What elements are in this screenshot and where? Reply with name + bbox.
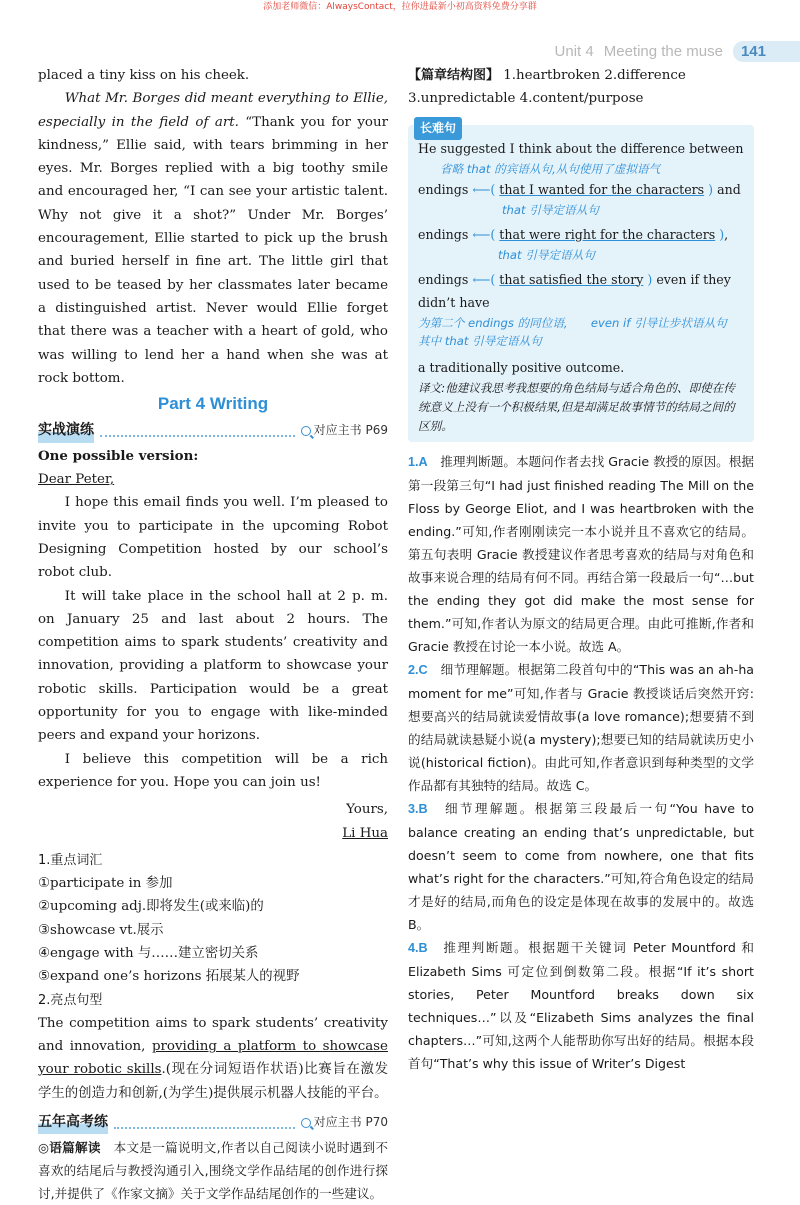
answer-type: 推理判断题。 [440, 453, 516, 469]
left-column [38, 64, 388, 1205]
vocab-item: ③showcase vt.展示 [38, 922, 164, 938]
dotted-divider [100, 425, 295, 437]
answer-text: 本题问作者去找 Gracie 教授的原因。根据第一段第三句“I had just finished reading The Mill on the Floss by George Eliot, and I was heartbroken with the ending.”可知,作者刚刚读完一本小说并且不喜欢它的结局。第五句表明 Gracie 教授建议作者思考喜欢的结局与对角色和故事来说合理的结局有何不同。再结合第一段最后一句“…but the ending they got did make the most sense for them.”可知,作者认为原文的结局更合理。由此可推断,作者和 Gracie 教授在讨论一本小说。故选 A。 [408, 453, 754, 654]
structure-items: 3.unpredictable 4.content/purpose [408, 91, 644, 107]
bracket-icon: ) [647, 271, 653, 287]
answer-text: 根据题干关键词 Peter Mountford 和 Elizabeth Sims 可定位到倒数第二段。根据“If it’s short stories, Peter Mountford breaks down six techniques…”以及“Elizabeth Sims analyzes the final chapters…”可知,这两个人能帮助你写出好的结局。根据本段首句“That’s why this issue of Writer’s Digest [408, 939, 755, 1071]
sentence-line [418, 268, 746, 314]
long-sentence-box [408, 120, 754, 442]
bracket-icon: ) [708, 181, 714, 197]
answer-type: 推理判断题。 [443, 939, 529, 955]
bracket-icon: ) [719, 226, 725, 242]
section-title: 实战演练 [38, 419, 94, 442]
letter-paragraph: It will take place in the school hall at 2 p. m. on January 25 and last about 2 hours. The competition aims to spark students’ creativity and innovation, providing a platform to showcase your robotic skills. Participation would be a great opportunity for you to engage with like-minded peers and expand your horizons. [38, 588, 388, 744]
word: even if they didn’t have [418, 271, 731, 310]
vocab-item: ①participate in 参加 [38, 876, 173, 892]
dotted-divider [114, 1117, 295, 1129]
sentence-highlight: providing a platform to showcase your robotic skills [38, 1039, 388, 1078]
vocab-item: ②upcoming adj.即将发生(或来临)的 [38, 899, 264, 915]
answer-number: 4.B [408, 940, 428, 955]
answer-item [408, 450, 754, 658]
word: endings [418, 271, 469, 287]
story-rest: “Thank you for your kindness,” Ellie said, with tears brimming in her eyes. Mr. Borges replied with a big toothy smile and encouraged her, “I can see your artistic talent. Why not give it a shot?” Under Mr. Borges’ encouragement, Ellie started to pick up the brush and buried herself in fine art. The little girl that used to be teased by her classmates later became a distinguished artist. Never would Ellie forget that there was a teacher with a heart of gold, who was willing to lend her a hand when she was at rock bottom. [38, 114, 388, 386]
vocab-item: ⑤expand one’s horizons 拓展某人的视野 [38, 969, 300, 985]
answer-item [408, 658, 754, 797]
answer-text: 根据第二段首句中的“This was an ah-ha moment for me”可知,作者与 Gracie 教授谈话后突然开窍:想要高兴的结局就读爱情故事(a love romance);想要猜不到的结局就读悬疑小说(a mystery);想要已知的结局就读历史小说(historical fiction)。由此可知,作者意识到每种类型的文学作品都有其独特的结局。故选 C。 [408, 661, 755, 793]
page-header [555, 38, 800, 64]
right-column [408, 64, 754, 1075]
structure-items: 1.heartbroken 2.difference [503, 68, 686, 83]
answer-number: 2.C [408, 662, 428, 677]
clause: that were right for the characters [499, 226, 716, 242]
page-number: 141 [733, 41, 800, 62]
sentence-line [418, 223, 746, 246]
search-icon [301, 1118, 311, 1128]
grammar-note: that 引导定语从句 [502, 202, 599, 217]
note-part: even if 引导让步状语从句 [590, 315, 727, 330]
ref-text: 对应主书 P70 [313, 1115, 388, 1130]
letter-paragraph: I believe this competition will be a rich experience for you. Hope you can join us! [38, 751, 388, 790]
translation: 译文:他建议我思考我想要的角色结局与适合角色的、即使在传统意义上没有一个积极结果,但是却满足故事情节的结局之间的区别。 [418, 380, 735, 433]
sentence-line: He suggested I think about the difference between [418, 140, 744, 156]
answer-item [408, 797, 754, 936]
arrow-icon: ⟵( [472, 226, 496, 242]
story-italic: What Mr. Borges did meant everything to Ellie, especially in the field of art. [38, 91, 388, 130]
grammar-note [418, 314, 746, 332]
sentence-line [418, 178, 746, 201]
section-title: 五年高考练 [38, 1111, 108, 1134]
answer-type: 细节理解题。 [444, 800, 535, 816]
part-title: Part 4 Writing [157, 394, 269, 414]
section-header-practice [38, 419, 388, 442]
grammar-note: that 引导定语从句 [498, 247, 595, 262]
answer-number: 3.B [408, 801, 428, 816]
sentence-part: The competition aims to spark students’ creativity and innovation, [38, 1015, 388, 1055]
note-part: 为第二个 endings 的同位语, [418, 315, 568, 330]
answer-number: 1.A [408, 454, 428, 469]
structure-line [408, 64, 754, 87]
letter-closing: Yours, [346, 802, 388, 818]
vocab-title: 1.重点词汇 [38, 852, 103, 868]
answer-list [408, 450, 754, 1075]
word: endings [418, 226, 469, 242]
reading-label: ◎语篇解读 [38, 1140, 101, 1156]
section-ref [301, 1111, 388, 1134]
ref-text: 对应主书 P69 [313, 423, 388, 438]
grammar-note: 省略 that 的宾语从句,从句使用了虚拟语气 [440, 161, 661, 176]
vocab-item: ④engage with 与……建立密切关系 [38, 945, 259, 961]
section-ref [301, 419, 388, 442]
box-tag: 长难句 [414, 117, 462, 140]
top-note: 添加老师微信：AlwaysContact，拉你进最新小初高资料免费分享群 [263, 2, 537, 12]
letter-signature: Li Hua [342, 825, 388, 841]
arrow-icon: ⟵( [472, 181, 496, 197]
arrow-icon: ⟵( [472, 271, 496, 287]
clause: that I wanted for the characters [499, 181, 705, 197]
answer-item [408, 936, 754, 1075]
sentence-example [38, 1012, 388, 1105]
grammar-note: 其中 that 引导定语从句 [418, 333, 542, 348]
clause: that satisfied the story [499, 271, 644, 287]
reading-text: 本文是一篇说明文,作者以自己阅读小说时遇到不喜欢的结尾后与教授沟通引入,围绕文学作品结尾的创作进行探讨,并提供了《作家文摘》关于文学作品结尾创作的一些建议。 [38, 1140, 388, 1202]
answer-type: 细节理解题。 [440, 661, 518, 677]
word: and [717, 181, 741, 197]
unit-label: Unit 4 [554, 42, 594, 60]
reading-analysis [38, 1136, 388, 1205]
letter-paragraph: I hope this email finds you well. I’m pleased to invite you to participate in the upcoming Robot Designing Competition hosted by our school’s robot club. [38, 495, 388, 581]
word: , [724, 226, 729, 242]
search-icon [301, 426, 311, 436]
letter-greeting: Dear Peter, [38, 472, 115, 488]
section-header-exam [38, 1111, 388, 1134]
sentence-note: .(现在分词短语作状语)比赛旨在激发学生的创造力和创新,(为学生)提供展示机器人技能的平台。 [38, 1062, 388, 1101]
version-label: One possible version: [38, 447, 199, 464]
word: endings [418, 181, 469, 197]
structure-label: 【篇章结构图】 [408, 68, 500, 83]
sentence-line: a traditionally positive outcome. [418, 359, 625, 375]
answer-text: 根据第三段最后一句“You have to balance creating an ending that’s unpredictable, but doesn’t seem to come from nowhere, one that fits what’s right for the characters.”可知,符合角色设定的结局才是好的结局,而角色的设定是体现在故事的发展中的。故选 B。 [408, 800, 755, 932]
sentence-title: 2.亮点句型 [38, 992, 103, 1008]
story-paragraph [38, 87, 388, 390]
story-text: placed a tiny kiss on his cheek. [38, 68, 250, 83]
chapter-title: Meeting the muse [603, 42, 723, 60]
